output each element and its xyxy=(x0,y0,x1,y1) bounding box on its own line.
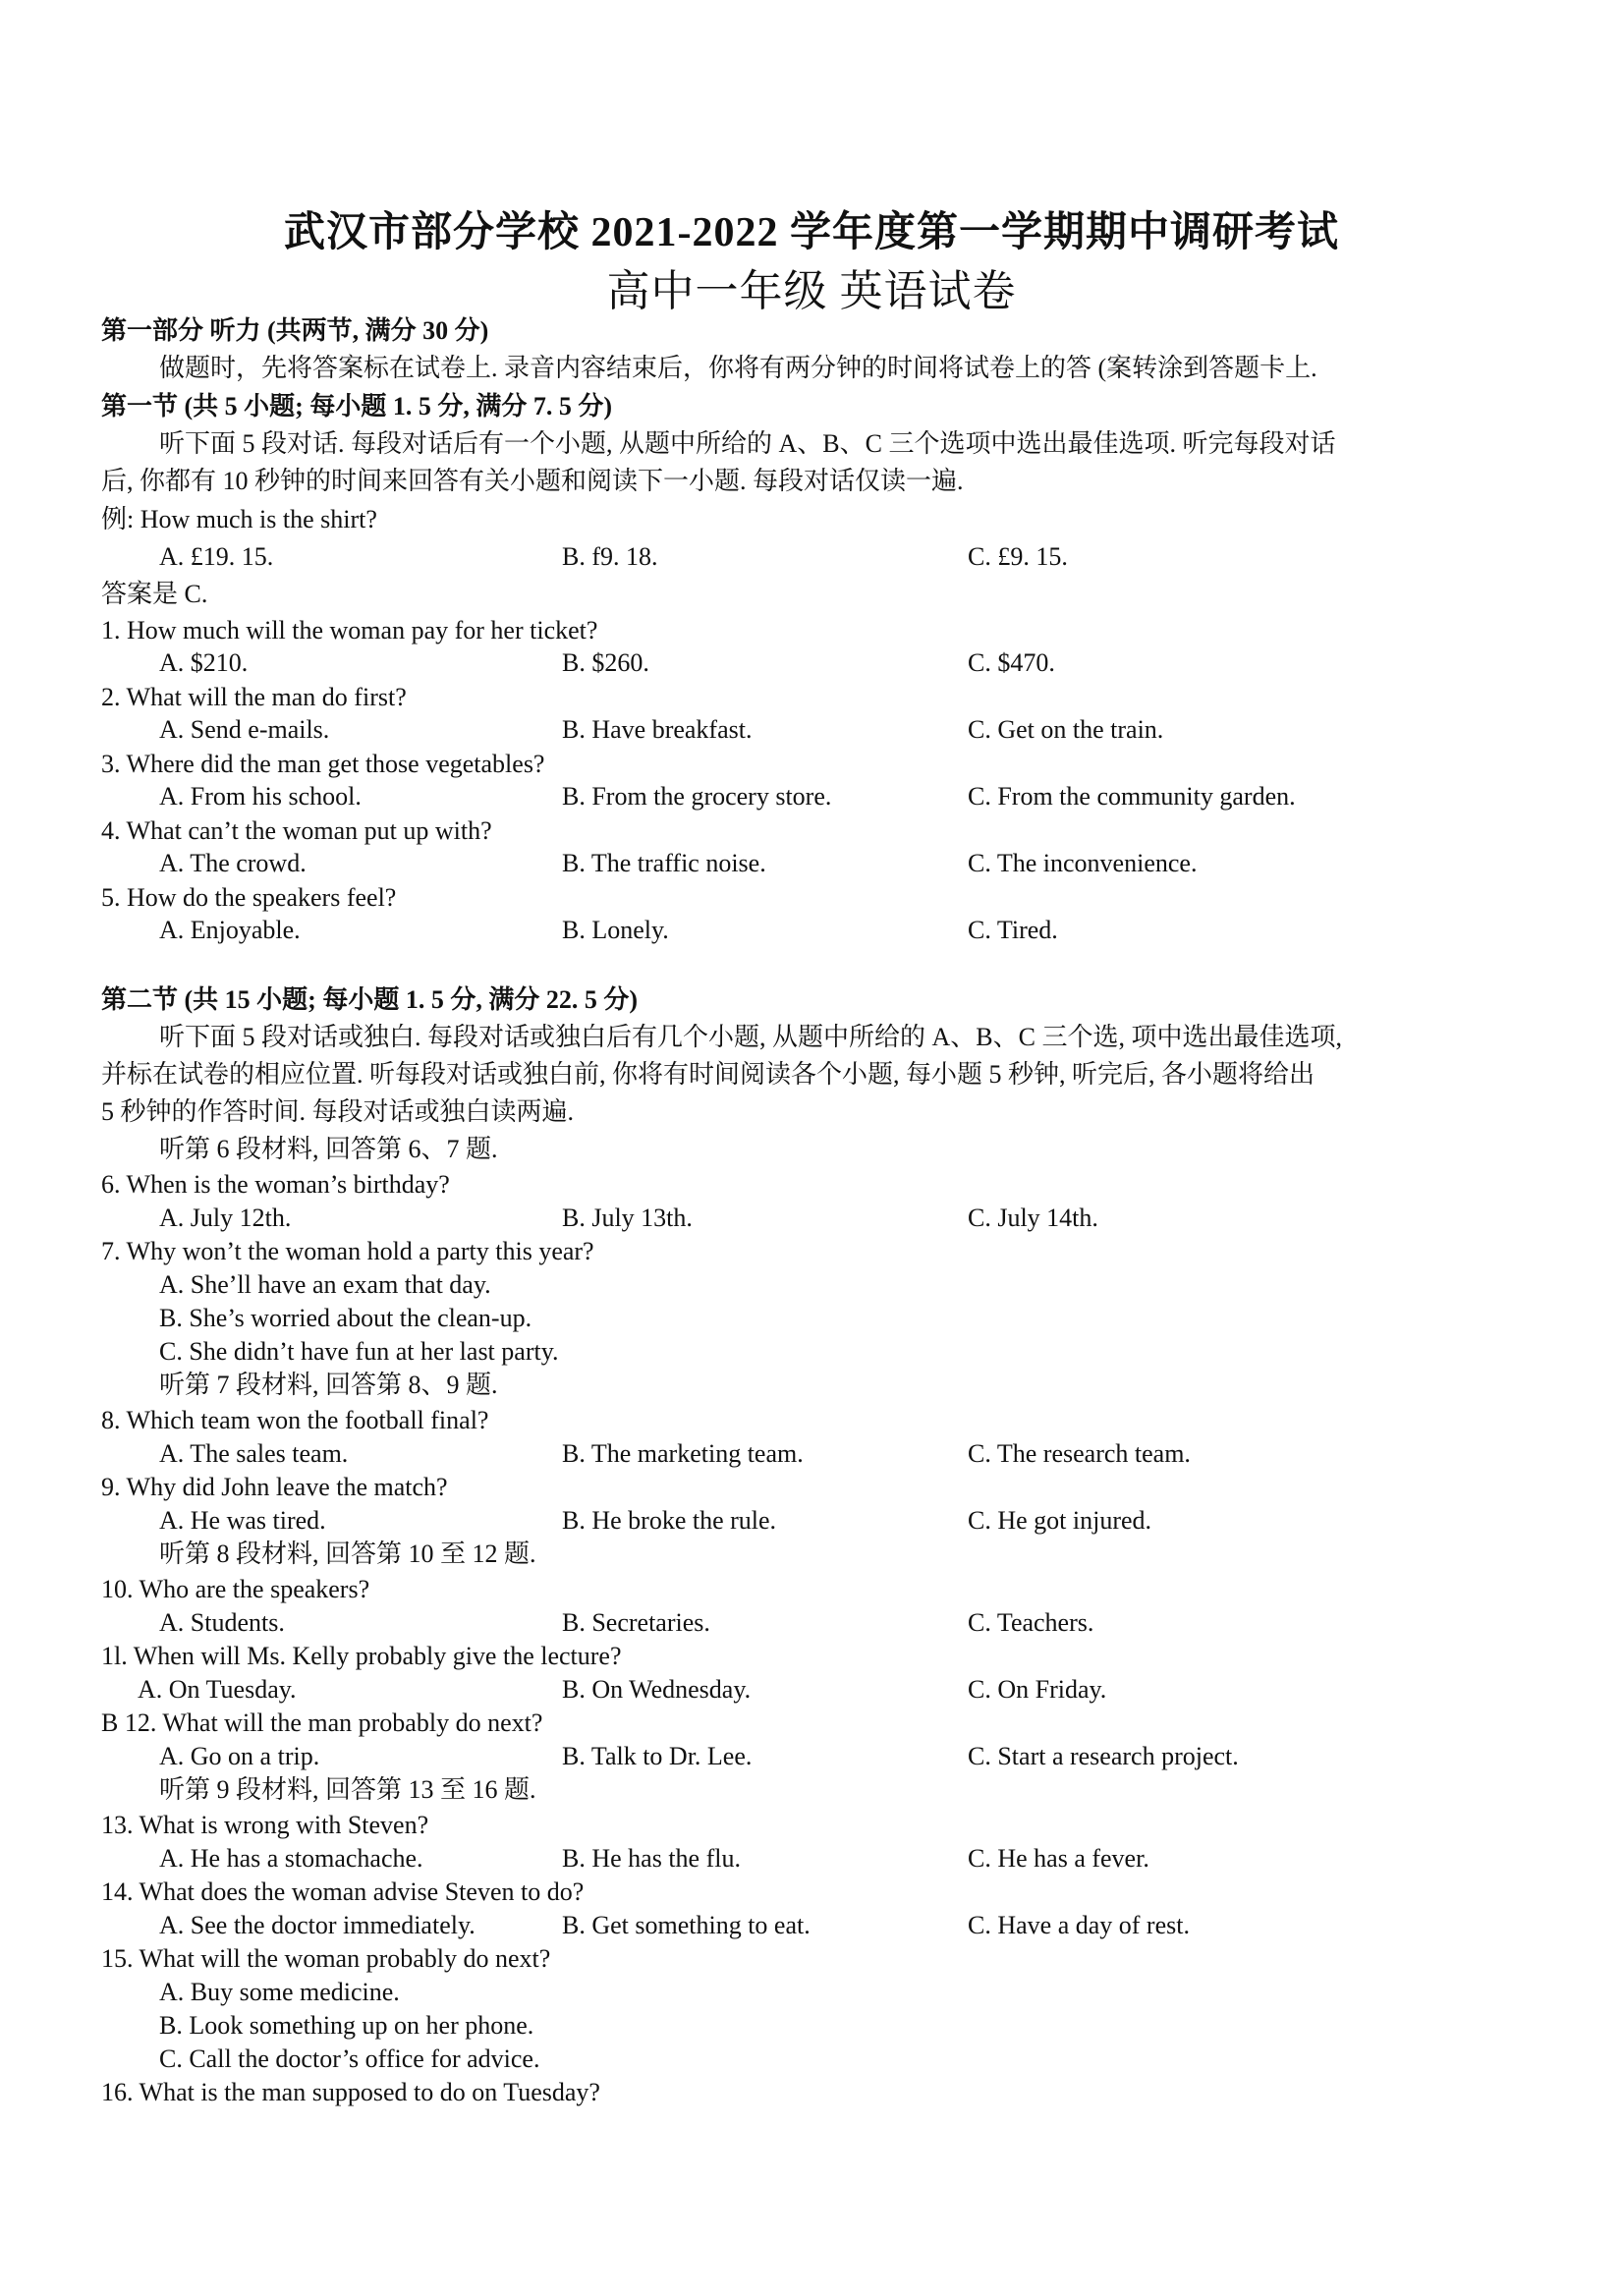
question-6: 6. When is the woman’s birthday? xyxy=(101,1170,450,1199)
question-12-option-b: B. Talk to Dr. Lee. xyxy=(562,1742,753,1770)
section1-instruction-line1: 听下面 5 段对话. 每段对话后有一个小题, 从题中所给的 A、B、C 三个选项中选出最佳选项. 听完每段对话 xyxy=(159,429,1336,458)
question-10-option-a: A. Students. xyxy=(159,1608,285,1637)
question-15-option-a: A. Buy some medicine. xyxy=(159,1978,400,2006)
section2-instruction-line2: 并标在试卷的相应位置. 听每段对话或独白前, 你将有时间阅读各个小题, 每小题 5 秒钟, 听完后, 各小题将给出 xyxy=(101,1060,1315,1089)
section1-instruction-line2: 后, 你都有 10 秒钟的时间来回答有关小题和阅读下一小题. 每段对话仅读一遍. xyxy=(101,467,964,495)
question-6-option-b: B. July 13th. xyxy=(562,1204,693,1232)
question-1: 1. How much will the woman pay for her ticket? xyxy=(101,616,598,644)
question-8-option-b: B. The marketing team. xyxy=(562,1439,804,1468)
question-8-option-a: A. The sales team. xyxy=(159,1439,349,1468)
question-2-option-c: C. Get on the train. xyxy=(968,715,1164,744)
question-5-option-b: B. Lonely. xyxy=(562,916,669,944)
question-3: 3. Where did the man get those vegetables? xyxy=(101,750,545,778)
question-4: 4. What can’t the woman put up with? xyxy=(101,816,492,845)
question-9-option-b: B. He broke the rule. xyxy=(562,1506,777,1535)
question-7-option-a: A. She’ll have an exam that day. xyxy=(159,1270,491,1299)
example-question: 例: How much is the shirt? xyxy=(101,505,377,533)
part1-heading: 第一部分 听力 (共两节, 满分 30 分) xyxy=(101,316,489,345)
question-8-option-c: C. The research team. xyxy=(968,1439,1191,1468)
question-2-option-b: B. Have breakfast. xyxy=(562,715,753,744)
material-7-prompt: 听第 7 段材料, 回答第 8、9 题. xyxy=(159,1371,498,1399)
question-14-option-b: B. Get something to eat. xyxy=(562,1911,811,1939)
question-5-option-a: A. Enjoyable. xyxy=(159,916,301,944)
question-5: 5. How do the speakers feel? xyxy=(101,883,397,912)
question-12-option-c: C. Start a research project. xyxy=(968,1742,1239,1770)
question-13-option-a: A. He has a stomachache. xyxy=(159,1844,423,1873)
question-4-option-a: A. The crowd. xyxy=(159,849,307,877)
question-13-option-c: C. He has a fever. xyxy=(968,1844,1149,1873)
section2-instruction-line3: 5 秒钟的作答时间. 每段对话或独白读两遍. xyxy=(101,1097,575,1126)
example-option-c: C. £9. 15. xyxy=(968,542,1068,571)
question-14-option-c: C. Have a day of rest. xyxy=(968,1911,1190,1939)
material-6-prompt: 听第 6 段材料, 回答第 6、7 题. xyxy=(159,1135,498,1163)
question-4-option-b: B. The traffic noise. xyxy=(562,849,766,877)
question-11-option-c: C. On Friday. xyxy=(968,1675,1107,1704)
example-option-a: A. £19. 15. xyxy=(159,542,274,571)
question-12: B 12. What will the man probably do next? xyxy=(101,1708,543,1737)
material-9-prompt: 听第 9 段材料, 回答第 13 至 16 题. xyxy=(159,1775,536,1804)
material-8-prompt: 听第 8 段材料, 回答第 10 至 12 题. xyxy=(159,1540,536,1568)
question-8: 8. Which team won the football final? xyxy=(101,1406,489,1434)
question-15: 15. What will the woman probably do next? xyxy=(101,1944,551,1973)
question-9-option-c: C. He got injured. xyxy=(968,1506,1152,1535)
question-15-option-c: C. Call the doctor’s office for advice. xyxy=(159,2044,540,2073)
question-2-option-a: A. Send e-mails. xyxy=(159,715,330,744)
question-1-option-b: B. $260. xyxy=(562,648,649,677)
question-3-option-a: A. From his school. xyxy=(159,782,362,811)
question-4-option-c: C. The inconvenience. xyxy=(968,849,1198,877)
question-12-option-a: A. Go on a trip. xyxy=(159,1742,320,1770)
question-15-option-b: B. Look something up on her phone. xyxy=(159,2011,534,2040)
question-10-option-c: C. Teachers. xyxy=(968,1608,1094,1637)
question-7-option-c: C. She didn’t have fun at her last party. xyxy=(159,1337,559,1366)
question-11-option-a: A. On Tuesday. xyxy=(138,1675,297,1704)
question-16: 16. What is the man supposed to do on Tuesday? xyxy=(101,2078,600,2106)
question-9-option-a: A. He was tired. xyxy=(159,1506,326,1535)
example-answer: 答案是 C. xyxy=(101,580,208,608)
question-2: 2. What will the man do first? xyxy=(101,683,407,711)
question-11: 1l. When will Ms. Kelly probably give the lecture? xyxy=(101,1642,622,1670)
question-7-option-b: B. She’s worried about the clean-up. xyxy=(159,1304,532,1332)
question-10-option-b: B. Secretaries. xyxy=(562,1608,710,1637)
question-6-option-c: C. July 14th. xyxy=(968,1204,1098,1232)
question-9: 9. Why did John leave the match? xyxy=(101,1473,448,1501)
section1-heading: 第一节 (共 5 小题; 每小题 1. 5 分, 满分 7. 5 分) xyxy=(101,392,612,420)
question-14: 14. What does the woman advise Steven to do? xyxy=(101,1877,585,1906)
question-13: 13. What is wrong with Steven? xyxy=(101,1811,429,1839)
exam-title: 武汉市部分学校 2021-2022 学年度第一学期期中调研考试 xyxy=(284,210,1339,255)
question-13-option-b: B. He has the flu. xyxy=(562,1844,741,1873)
question-3-option-b: B. From the grocery store. xyxy=(562,782,832,811)
part1-instruction: 做题时，先将答案标在试卷上. 录音内容结束后，你将有两分钟的时间将试卷上的答 (案转涂到答题卡上. xyxy=(159,354,1317,382)
section2-heading: 第二节 (共 15 小题; 每小题 1. 5 分, 满分 22. 5 分) xyxy=(101,985,638,1014)
question-1-option-a: A. $210. xyxy=(159,648,249,677)
question-10: 10. Who are the speakers? xyxy=(101,1575,370,1603)
question-5-option-c: C. Tired. xyxy=(968,916,1058,944)
question-11-option-b: B. On Wednesday. xyxy=(562,1675,752,1704)
example-option-b: B. f9. 18. xyxy=(562,542,658,571)
question-14-option-a: A. See the doctor immediately. xyxy=(159,1911,476,1939)
question-1-option-c: C. $470. xyxy=(968,648,1055,677)
question-3-option-c: C. From the community garden. xyxy=(968,782,1296,811)
question-6-option-a: A. July 12th. xyxy=(159,1204,292,1232)
question-7: 7. Why won’t the woman hold a party this year? xyxy=(101,1237,594,1265)
section2-instruction-line1: 听下面 5 段对话或独白. 每段对话或独白后有几个小题, 从题中所给的 A、B、C 三个选, 项中选出最佳选项, xyxy=(159,1023,1342,1051)
exam-subtitle: 高中一年级 英语试卷 xyxy=(606,267,1017,315)
